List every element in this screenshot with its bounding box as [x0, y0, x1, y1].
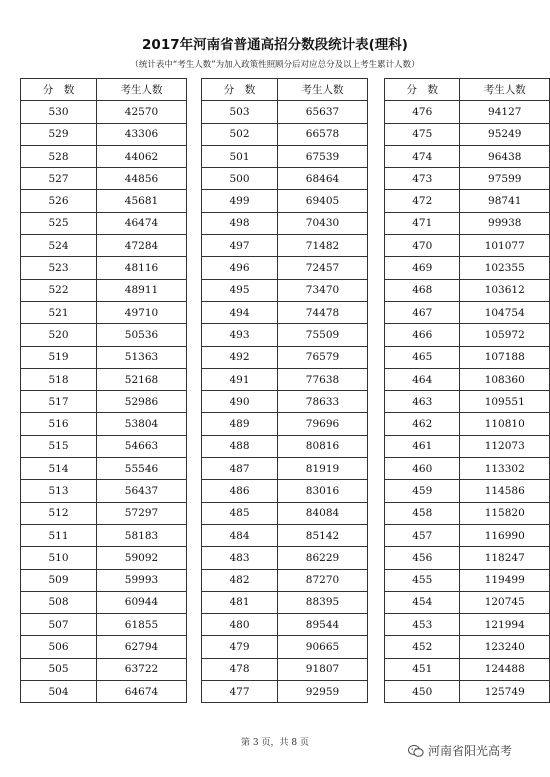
count-cell: 105972 [460, 324, 550, 346]
count-cell: 58183 [97, 524, 187, 546]
table-row [202, 212, 368, 234]
score-cell: 525 [21, 212, 97, 234]
count-cell: 65637 [278, 101, 368, 123]
score-cell: 496 [202, 257, 278, 279]
table-row [21, 658, 187, 680]
count-cell: 68464 [278, 168, 368, 190]
table-row [21, 368, 187, 390]
count-cell: 108360 [460, 368, 550, 390]
table-row [21, 324, 187, 346]
table-row [202, 190, 368, 212]
count-cell: 102355 [460, 257, 550, 279]
count-cell: 70430 [278, 212, 368, 234]
score-cell: 514 [21, 458, 97, 480]
score-table-2 [201, 78, 368, 703]
count-cell: 59993 [97, 569, 187, 591]
score-cell: 493 [202, 324, 278, 346]
score-cell: 512 [21, 502, 97, 524]
table-row [385, 190, 550, 212]
count-cell: 104754 [460, 301, 550, 323]
table-header-row [202, 79, 368, 101]
watermark [408, 742, 512, 759]
score-cell: 458 [385, 502, 460, 524]
table-row [202, 569, 368, 591]
table-row [202, 591, 368, 613]
header-count: 考生人数 [97, 79, 187, 101]
table-header-row [21, 79, 187, 101]
table-row [385, 257, 550, 279]
table-row [202, 101, 368, 123]
count-cell: 94127 [460, 101, 550, 123]
table-row [202, 658, 368, 680]
count-cell: 121994 [460, 614, 550, 636]
table-row [21, 391, 187, 413]
table-row [202, 502, 368, 524]
table-row [385, 413, 550, 435]
count-cell: 80816 [278, 435, 368, 457]
score-cell: 517 [21, 391, 97, 413]
table-row [385, 346, 550, 368]
count-cell: 90665 [278, 636, 368, 658]
score-cell: 452 [385, 636, 460, 658]
score-cell: 485 [202, 502, 278, 524]
count-cell: 79696 [278, 413, 368, 435]
count-cell: 99938 [460, 212, 550, 234]
table-row [385, 435, 550, 457]
table-row [21, 502, 187, 524]
header-count: 考生人数 [278, 79, 368, 101]
table-row [385, 101, 550, 123]
score-cell: 487 [202, 458, 278, 480]
table-row [21, 190, 187, 212]
table-row [202, 435, 368, 457]
count-cell: 81919 [278, 458, 368, 480]
score-cell: 500 [202, 168, 278, 190]
table-row [202, 614, 368, 636]
count-cell: 91807 [278, 658, 368, 680]
score-cell: 453 [385, 614, 460, 636]
score-cell: 521 [21, 301, 97, 323]
score-cell: 501 [202, 145, 278, 167]
score-cell: 476 [385, 101, 460, 123]
count-cell: 97599 [460, 168, 550, 190]
score-cell: 484 [202, 524, 278, 546]
count-cell: 44062 [97, 145, 187, 167]
score-cell: 456 [385, 547, 460, 569]
table-row [21, 458, 187, 480]
count-cell: 44856 [97, 168, 187, 190]
table-row [21, 257, 187, 279]
count-cell: 55546 [97, 458, 187, 480]
score-cell: 526 [21, 190, 97, 212]
score-cell: 506 [21, 636, 97, 658]
count-cell: 42570 [97, 101, 187, 123]
table-row [202, 168, 368, 190]
count-cell: 125749 [460, 681, 550, 703]
score-cell: 491 [202, 368, 278, 390]
count-cell: 86229 [278, 547, 368, 569]
table-row [202, 480, 368, 502]
table-row [21, 168, 187, 190]
count-cell: 123240 [460, 636, 550, 658]
score-cell: 508 [21, 591, 97, 613]
count-cell: 85142 [278, 524, 368, 546]
table-row [202, 681, 368, 703]
count-cell: 51363 [97, 346, 187, 368]
wechat-icon [408, 744, 424, 758]
table-row [202, 279, 368, 301]
table-row [21, 145, 187, 167]
count-cell: 118247 [460, 547, 550, 569]
score-cell: 460 [385, 458, 460, 480]
table-row [385, 614, 550, 636]
score-cell: 473 [385, 168, 460, 190]
count-cell: 49710 [97, 301, 187, 323]
table-row [21, 346, 187, 368]
table-row [385, 324, 550, 346]
score-cell: 462 [385, 413, 460, 435]
table-row [202, 391, 368, 413]
count-cell: 64674 [97, 681, 187, 703]
count-cell: 92959 [278, 681, 368, 703]
score-cell: 486 [202, 480, 278, 502]
score-cell: 469 [385, 257, 460, 279]
score-cell: 492 [202, 346, 278, 368]
count-cell: 52986 [97, 391, 187, 413]
score-cell: 497 [202, 235, 278, 257]
score-cell: 482 [202, 569, 278, 591]
header-count: 考生人数 [460, 79, 550, 101]
count-cell: 47284 [97, 235, 187, 257]
score-cell: 507 [21, 614, 97, 636]
score-cell: 459 [385, 480, 460, 502]
score-cell: 505 [21, 658, 97, 680]
count-cell: 43306 [97, 123, 187, 145]
count-cell: 63722 [97, 658, 187, 680]
score-cell: 511 [21, 524, 97, 546]
table-row [21, 279, 187, 301]
count-cell: 103612 [460, 279, 550, 301]
score-cell: 471 [385, 212, 460, 234]
score-cell: 504 [21, 681, 97, 703]
score-cell: 451 [385, 658, 460, 680]
count-cell: 77638 [278, 368, 368, 390]
table-row [21, 614, 187, 636]
count-cell: 110810 [460, 413, 550, 435]
count-cell: 67539 [278, 145, 368, 167]
score-cell: 509 [21, 569, 97, 591]
count-cell: 124488 [460, 658, 550, 680]
score-table-1 [20, 78, 187, 703]
count-cell: 109551 [460, 391, 550, 413]
count-cell: 119499 [460, 569, 550, 591]
score-cell: 474 [385, 145, 460, 167]
score-cell: 529 [21, 123, 97, 145]
table-row [385, 391, 550, 413]
table-row [385, 658, 550, 680]
table-row [385, 301, 550, 323]
score-cell: 527 [21, 168, 97, 190]
table-row [21, 480, 187, 502]
page-title: 2017年河南省普通高招分数段统计表(理科) [142, 37, 408, 53]
table-row [385, 636, 550, 658]
score-cell: 454 [385, 591, 460, 613]
count-cell: 62794 [97, 636, 187, 658]
count-cell: 71482 [278, 235, 368, 257]
count-cell: 61855 [97, 614, 187, 636]
count-cell: 48911 [97, 279, 187, 301]
count-cell: 52168 [97, 368, 187, 390]
table-row [385, 123, 550, 145]
count-cell: 112073 [460, 435, 550, 457]
score-cell: 467 [385, 301, 460, 323]
table-note: （统计表中“考生人数”为加入政策性照顾分后对应总分及以上考生累计人数） [130, 60, 420, 70]
table-row [385, 235, 550, 257]
count-cell: 84084 [278, 502, 368, 524]
table-row [202, 257, 368, 279]
table-row [202, 636, 368, 658]
table-row [202, 413, 368, 435]
score-cell: 513 [21, 480, 97, 502]
table-row [202, 458, 368, 480]
count-cell: 60944 [97, 591, 187, 613]
count-cell: 53804 [97, 413, 187, 435]
count-cell: 73470 [278, 279, 368, 301]
count-cell: 98741 [460, 190, 550, 212]
table-row [385, 212, 550, 234]
count-cell: 56437 [97, 480, 187, 502]
count-cell: 96438 [460, 145, 550, 167]
table-row [385, 368, 550, 390]
count-cell: 107188 [460, 346, 550, 368]
score-cell: 510 [21, 547, 97, 569]
score-cell: 518 [21, 368, 97, 390]
table-row [202, 346, 368, 368]
table-row [21, 524, 187, 546]
score-cell: 489 [202, 413, 278, 435]
header-score: 分 数 [21, 79, 97, 101]
score-cell: 494 [202, 301, 278, 323]
score-cell: 488 [202, 435, 278, 457]
table-row [21, 413, 187, 435]
count-cell: 87270 [278, 569, 368, 591]
score-cell: 516 [21, 413, 97, 435]
count-cell: 88395 [278, 591, 368, 613]
count-cell: 59092 [97, 547, 187, 569]
header-score: 分 数 [385, 79, 460, 101]
score-cell: 524 [21, 235, 97, 257]
count-cell: 116990 [460, 524, 550, 546]
score-cell: 499 [202, 190, 278, 212]
count-cell: 66578 [278, 123, 368, 145]
table-row [21, 235, 187, 257]
count-cell: 48116 [97, 257, 187, 279]
score-cell: 466 [385, 324, 460, 346]
table-row [202, 123, 368, 145]
table-row [21, 591, 187, 613]
score-cell: 530 [21, 101, 97, 123]
page-footer: 第 3 页，共 8 页 [241, 738, 309, 748]
score-cell: 461 [385, 435, 460, 457]
header-score: 分 数 [202, 79, 278, 101]
count-cell: 101077 [460, 235, 550, 257]
score-cell: 523 [21, 257, 97, 279]
score-cell: 490 [202, 391, 278, 413]
score-cell: 522 [21, 279, 97, 301]
score-cell: 479 [202, 636, 278, 658]
table-row [21, 569, 187, 591]
table-row [21, 681, 187, 703]
table-row [202, 368, 368, 390]
table-row [202, 547, 368, 569]
table-row [385, 145, 550, 167]
count-cell: 72457 [278, 257, 368, 279]
table-row [202, 235, 368, 257]
table-row [21, 435, 187, 457]
score-cell: 480 [202, 614, 278, 636]
table-row [385, 524, 550, 546]
table-row [385, 480, 550, 502]
count-cell: 78633 [278, 391, 368, 413]
score-cell: 515 [21, 435, 97, 457]
table-row [21, 301, 187, 323]
score-cell: 470 [385, 235, 460, 257]
table-row [385, 279, 550, 301]
table-row [385, 681, 550, 703]
score-cell: 472 [385, 190, 460, 212]
table-row [385, 591, 550, 613]
score-cell: 463 [385, 391, 460, 413]
score-cell: 457 [385, 524, 460, 546]
score-cell: 503 [202, 101, 278, 123]
table-row [385, 458, 550, 480]
score-cell: 483 [202, 547, 278, 569]
score-cell: 520 [21, 324, 97, 346]
count-cell: 74478 [278, 301, 368, 323]
table-row [21, 636, 187, 658]
count-cell: 113302 [460, 458, 550, 480]
count-cell: 76579 [278, 346, 368, 368]
score-cell: 502 [202, 123, 278, 145]
count-cell: 46474 [97, 212, 187, 234]
count-cell: 75509 [278, 324, 368, 346]
table-row [202, 324, 368, 346]
score-cell: 455 [385, 569, 460, 591]
count-cell: 83016 [278, 480, 368, 502]
table-row [21, 101, 187, 123]
score-cell: 475 [385, 123, 460, 145]
score-cell: 450 [385, 681, 460, 703]
score-cell: 478 [202, 658, 278, 680]
score-cell: 498 [202, 212, 278, 234]
score-cell: 528 [21, 145, 97, 167]
table-row [202, 145, 368, 167]
score-cell: 468 [385, 279, 460, 301]
table-row [21, 547, 187, 569]
table-row [21, 212, 187, 234]
count-cell: 120745 [460, 591, 550, 613]
score-cell: 481 [202, 591, 278, 613]
table-row [202, 301, 368, 323]
table-header-row [385, 79, 550, 101]
score-cell: 465 [385, 346, 460, 368]
watermark-text: 河南省阳光高考 [428, 744, 513, 758]
score-cell: 495 [202, 279, 278, 301]
count-cell: 69405 [278, 190, 368, 212]
table-row [385, 547, 550, 569]
count-cell: 89544 [278, 614, 368, 636]
table-row [385, 502, 550, 524]
table-row [385, 168, 550, 190]
count-cell: 45681 [97, 190, 187, 212]
score-table-3 [384, 78, 550, 703]
table-row [385, 569, 550, 591]
score-cell: 477 [202, 681, 278, 703]
count-cell: 57297 [97, 502, 187, 524]
count-cell: 50536 [97, 324, 187, 346]
count-cell: 54663 [97, 435, 187, 457]
count-cell: 115820 [460, 502, 550, 524]
count-cell: 114586 [460, 480, 550, 502]
table-row [21, 123, 187, 145]
table-row [202, 524, 368, 546]
score-cell: 519 [21, 346, 97, 368]
count-cell: 95249 [460, 123, 550, 145]
score-cell: 464 [385, 368, 460, 390]
